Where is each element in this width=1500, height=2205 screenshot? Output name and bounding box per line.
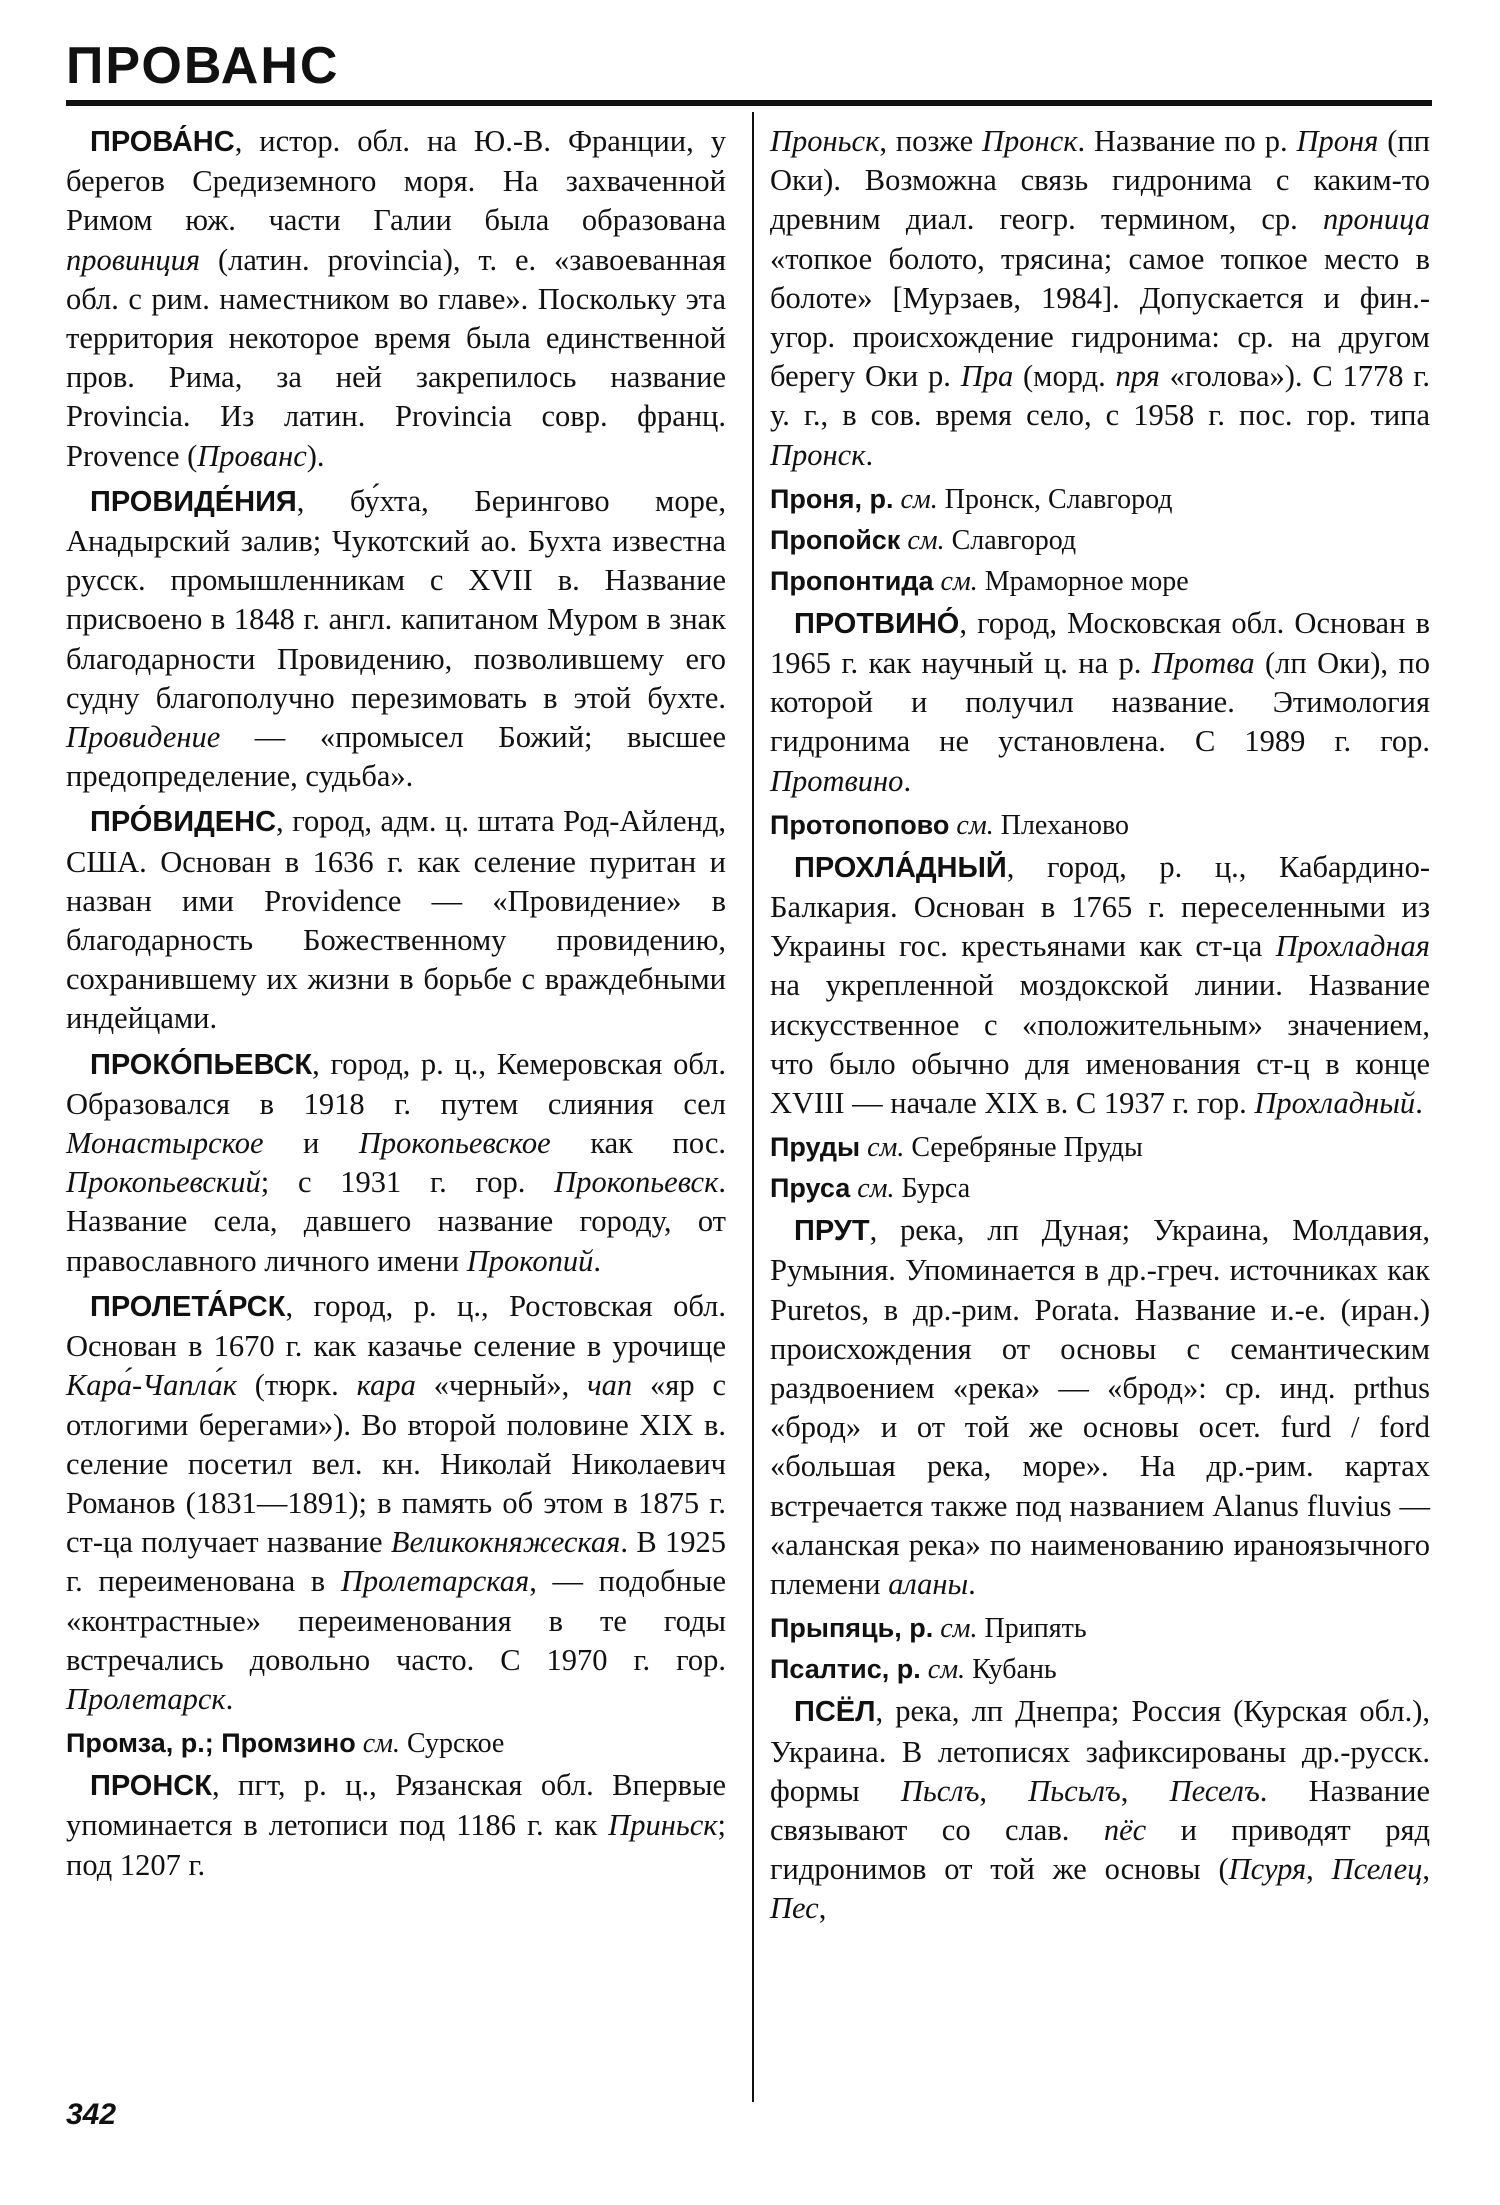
headword: ПРОВИДЕ́НИЯ: [90, 485, 297, 518]
page-number: 342: [66, 2098, 117, 2131]
entry-pronsk: ПРОНСК, пгт, р. ц., Рязанская обл. Впервые упоминается в летописи под 1186 г. как Приньск; под 1207 г.: [66, 1768, 726, 1882]
headword: ПРОТВИНО́: [794, 607, 960, 640]
xref-headword: Пруды: [770, 1132, 861, 1163]
xref-headword: Промза, р.; Промзино: [66, 1728, 356, 1759]
xref-propoisk: Пропойск см. Славгород: [770, 524, 1077, 556]
xref-headword: Прыпяць, р.: [770, 1613, 934, 1644]
xref-prudy: Пруды см. Серебряные Пруды: [770, 1132, 1143, 1164]
header-rule: [66, 100, 1432, 106]
xref-headword: Пруса: [770, 1173, 851, 1204]
xref-psaltis: Псалтис, р. см. Кубань: [770, 1654, 1057, 1686]
headword: ПРОЛЕТА́РСК: [90, 1290, 286, 1323]
headword: ПРОВА́НС: [90, 126, 235, 158]
headword: ПРО́ВИДЕНС: [90, 806, 277, 839]
xref-headword: Пропонтида: [770, 565, 934, 596]
column-right: [770, 122, 1430, 1935]
xref-prusa: Пруса см. Бурса: [770, 1173, 971, 1205]
headword: ПРУТ: [794, 1215, 870, 1248]
entry-prokhladny: ПРОХЛА́ДНЫЙ, город, р. ц., Кабардино-Балкария. Основан в 1765 г. переселенными из Украины гос. крестьянами как ст-ца Прохладная на укрепленной моздокской линии. Название искусственное с «положительным» значением, что было обычно для именования ст-ц в конце XVIII — начале XIX в. С 1937 г. гор. Прохладный.: [770, 849, 1430, 1121]
entry-prut: ПРУТ, река, лп Дуная; Украина, Молдавия, Румыния. Упоминается в др.-греч. источниках как Puretos, в др.-рим. Porata. Название и.-е. (иран.) происхождения от основы с семантическим раздвоением «река» — «брод»: ср. инд. prthus «брод» и от той же основы осет. furd / ford «большая река, море». На др.-рим. картах встречается также под названием Alanus fluvius — «аланская река» по наименованию ираноязычного племени аланы.: [770, 1213, 1430, 1602]
xref-propontida: Пропонтида см. Мраморное море: [770, 565, 1189, 597]
running-head: ПРОВАНС: [66, 37, 340, 95]
headword: ПРОНСК: [90, 1770, 212, 1803]
xref-headword: Псалтис, р.: [770, 1654, 921, 1685]
headword: ПРОХЛА́ДНЫЙ: [794, 851, 1007, 884]
headword: ПРОКО́ПЬЕВСК: [90, 1048, 313, 1081]
xref-promza: Промза, р.; Промзино см. Сурское: [66, 1728, 505, 1760]
entry-psel: ПСЁЛ, река, лп Днепра; Россия (Курская обл.), Украина. В летописях зафиксированы др.-русск. формы Пьслъ, Пьсьлъ, Песелъ. Название связывают со слав. пёс и приводят ряд гидронимов от той же основы (Псуря, Пселец, Пес,: [770, 1694, 1431, 1926]
entry-proletarsk: ПРОЛЕТА́РСК, город, р. ц., Ростовская обл. Основан в 1670 г. как казачье селение в урочище Кара́-Чапла́к (тюрк. кара «черный», чап «яр с отлогими берегами»). Во второй половине XIX в. селение посетил вел. кн. Николай Николаевич Романов (1831—1891); в память об этом в 1875 г. ст-ца получает название Великокняжеская. В 1925 г. переименована в Пролетарская, — подобные «контрастные» переименования в те годы встречались довольно часто. С 1970 г. гор. Пролетарск.: [66, 1288, 727, 1716]
entry-prokopevsk: ПРОКО́ПЬЕВСК, город, р. ц., Кемеровская обл. Образовался в 1918 г. путем слияния сел Монастырское и Прокопьевское как пос. Прокопьевский; с 1931 г. гор. Прокопьевск. Название села, давшего название городу, от православного личного имени Прокопий.: [66, 1046, 726, 1278]
xref-headword: Пропойск: [770, 524, 901, 555]
xref-headword: Протопопово: [770, 809, 950, 840]
xref-prypyats: Прыпяць, р. см. Припять: [770, 1613, 1087, 1645]
xref-protopopovo: Протопопово см. Плеханово: [770, 809, 1130, 841]
entry-provideniya: ПРОВИДЕ́НИЯ, бу́хта, Берингово море, Анадырский залив; Чукотский ао. Бухта известна русск. промышленникам с XVII в. Название присвоено в 1848 г. англ. капитаном Муром в знак благодарности Провидению, позволившему его судну благополучно перезимовать в этой бухте. Провидение — «промысел Божий; высшее предопределение, судьба».: [66, 483, 726, 794]
column-left: [66, 122, 726, 1891]
entry-providens: ПРО́ВИДЕНС, город, адм. ц. штата Род-Айленд, США. Основан в 1636 г. как селение пуритан и назван ими Providence — «Провидение» в благодарность Божественному провидению, сохранившему их жизни в борьбе с враждебными индейцами.: [66, 804, 726, 1036]
entry-protvino: ПРОТВИНО́, город, Московская обл. Основан в 1965 г. как научный ц. на р. Протва (лп Оки), по которой и получил название. Этимология гидронима не установлена. С 1989 г. гор. Протвино.: [770, 605, 1430, 798]
xref-headword: Проня, р.: [770, 483, 894, 514]
entry-pronsk-continued: Проньск, позже Пронск. Название по р. Проня (пп Оки). Возможна связь гидронима с каким-то древним диал. геогр. термином, ср. проница «топкое болото, трясина; самое топкое место в болоте» [Мурзаев, 1984]. Допускается и фин.-угор. происхождение гидронима: ср. на другом берегу Оки р. Пра (морд. пря «голова»). С 1778 г. у. г., в сов. время село, с 1958 г. пос. гор. типа Пронск.: [770, 124, 1431, 472]
headword: ПСЁЛ: [794, 1696, 876, 1729]
xref-pronya: Проня, р. см. Пронск, Славгород: [770, 483, 1173, 515]
entry-provans: ПРОВА́НС, истор. обл. на Ю.-В. Франции, у берегов Средиземного моря. На захваченной Римом юж. части Галии была образована провинция (латин. provincia), т. е. «завоеванная обл. с рим. наместником во главе». Поскольку эта территория некоторое время была единственной пров. Рима, за ней закрепилось название Provincia. Из латин. Provincia совр. франц. Provence (Прованс).: [66, 124, 726, 473]
column-rule: [752, 112, 754, 2102]
